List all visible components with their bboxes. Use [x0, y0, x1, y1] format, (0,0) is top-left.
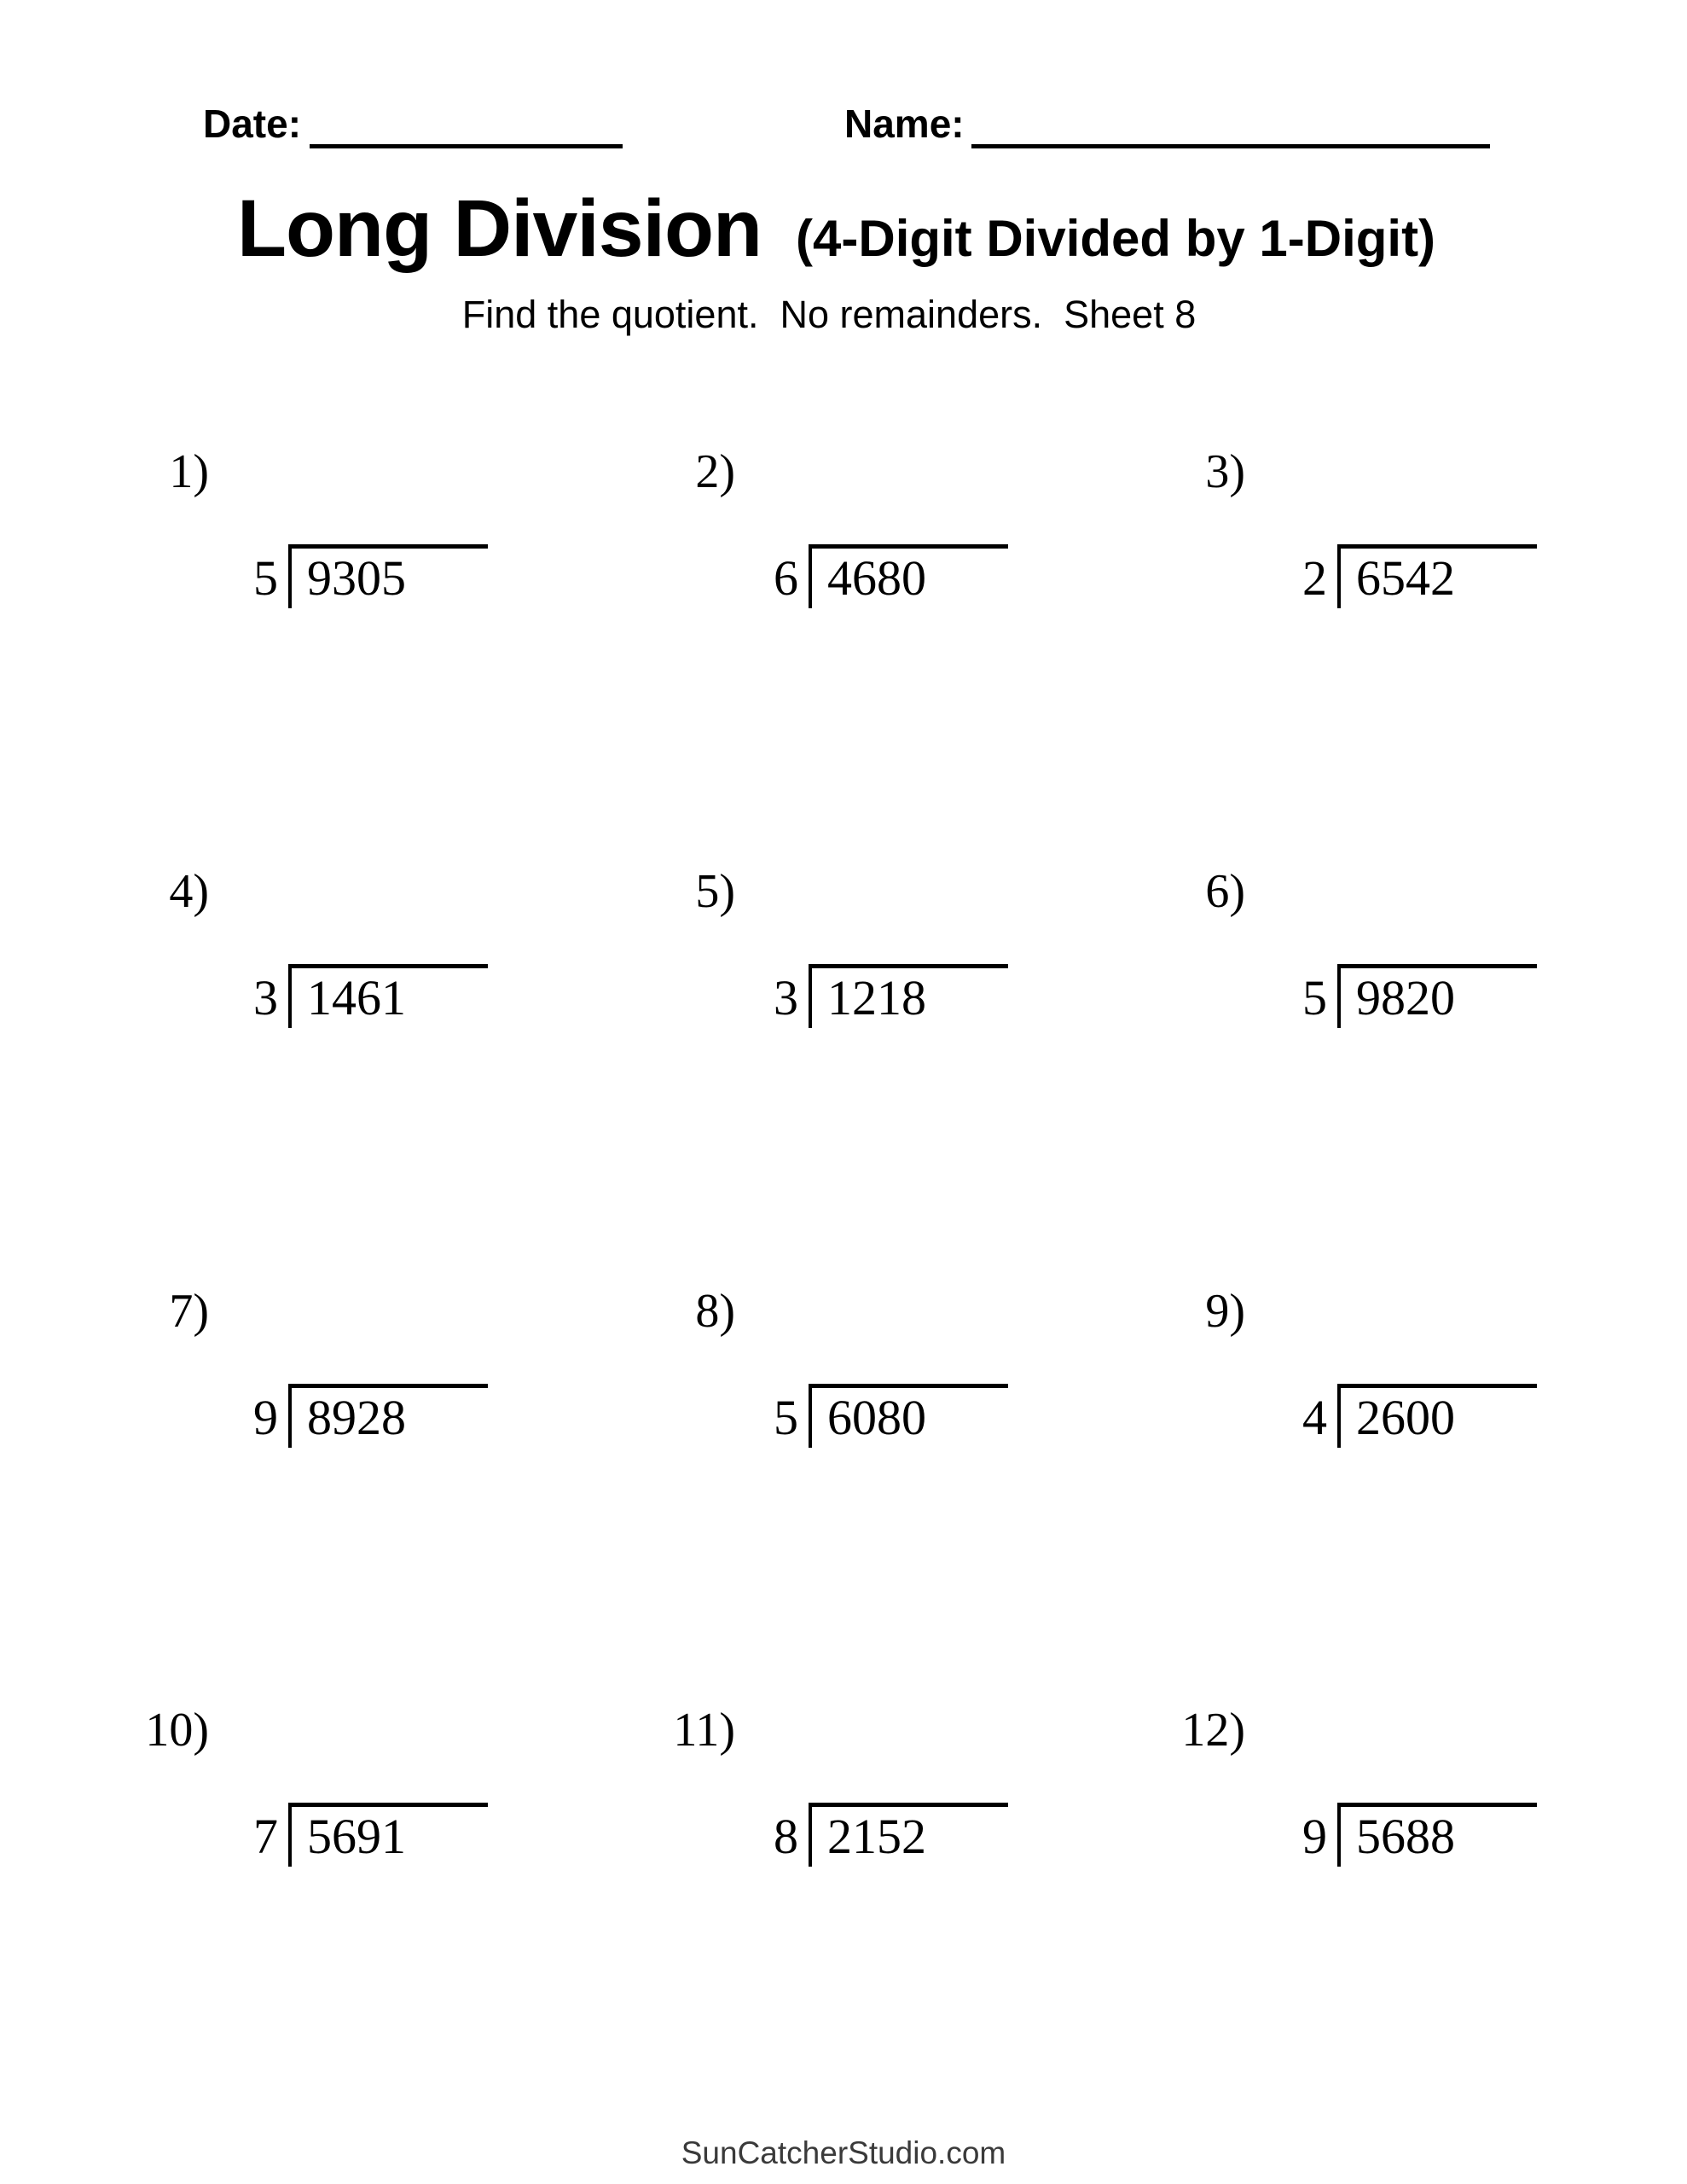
divisor: 3 — [774, 970, 798, 1025]
division-bracket — [1337, 544, 1537, 608]
division-problem — [1284, 544, 1537, 608]
division-problem — [235, 544, 488, 608]
problem-number: 11) — [673, 1704, 735, 1757]
division-bracket — [288, 1384, 488, 1448]
dividend: 6080 — [827, 1390, 926, 1445]
division-problem — [235, 1384, 488, 1448]
problem-number: 1) — [169, 445, 209, 498]
problem-number: 3) — [1205, 445, 1245, 498]
dividend: 5691 — [307, 1809, 406, 1864]
title-main: Long Division — [237, 183, 762, 274]
dividend: 5688 — [1356, 1809, 1455, 1864]
divisor: 9 — [253, 1390, 278, 1445]
dividend: 1461 — [307, 970, 406, 1025]
dividend: 2600 — [1356, 1390, 1455, 1445]
division-problem — [756, 1384, 1008, 1448]
divisor: 5 — [774, 1390, 798, 1445]
problem-number: 7) — [169, 1285, 209, 1338]
division-bracket — [809, 1803, 1008, 1867]
problem-number: 4) — [169, 865, 209, 918]
dividend: 1218 — [827, 970, 926, 1025]
divisor: 7 — [253, 1809, 278, 1864]
division-bracket — [1337, 1384, 1537, 1448]
footer-website: SunCatcherStudio.com — [681, 2135, 1006, 2170]
dividend: 9820 — [1356, 970, 1455, 1025]
problem-number: 10) — [145, 1704, 209, 1757]
dividend: 6542 — [1356, 550, 1455, 606]
division-problem — [756, 964, 1008, 1028]
title-qualifier: (4-Digit Divided by 1-Digit) — [796, 210, 1436, 267]
name-blank-line — [971, 144, 1490, 148]
date-label: Date: — [203, 102, 302, 146]
divisor: 3 — [253, 970, 278, 1025]
problem-number: 6) — [1205, 865, 1245, 918]
division-bracket — [1337, 1803, 1537, 1867]
division-problem — [756, 1803, 1008, 1867]
name-label: Name: — [844, 102, 965, 146]
divisor: 4 — [1302, 1390, 1327, 1445]
divisor: 2 — [1302, 550, 1327, 606]
division-problem — [235, 964, 488, 1028]
divisor: 8 — [774, 1809, 798, 1864]
divisor: 6 — [774, 550, 798, 606]
problem-number: 8) — [695, 1285, 735, 1338]
divisor: 5 — [253, 550, 278, 606]
division-bracket — [809, 964, 1008, 1028]
division-problem — [756, 544, 1008, 608]
division-bracket — [288, 1803, 488, 1867]
division-bracket — [288, 964, 488, 1028]
division-bracket — [809, 1384, 1008, 1448]
division-bracket — [809, 544, 1008, 608]
problem-number: 5) — [695, 865, 735, 918]
date-blank-line — [310, 144, 623, 148]
division-problem — [235, 1803, 488, 1867]
problem-number: 12) — [1181, 1704, 1245, 1757]
division-problem — [1284, 1803, 1537, 1867]
divisor: 9 — [1302, 1809, 1327, 1864]
division-bracket — [1337, 964, 1537, 1028]
problem-number: 2) — [695, 445, 735, 498]
dividend: 2152 — [827, 1809, 926, 1864]
dividend: 9305 — [307, 550, 406, 606]
dividend: 8928 — [307, 1390, 406, 1445]
dividend: 4680 — [827, 550, 926, 606]
instructions-subtitle: Find the quotient. No remainders. Sheet 8 — [461, 293, 1197, 336]
division-problem — [1284, 1384, 1537, 1448]
problem-number: 9) — [1205, 1285, 1245, 1338]
division-problem — [1284, 964, 1537, 1028]
division-bracket — [288, 544, 488, 608]
divisor: 5 — [1302, 970, 1327, 1025]
page-title — [237, 183, 1436, 274]
